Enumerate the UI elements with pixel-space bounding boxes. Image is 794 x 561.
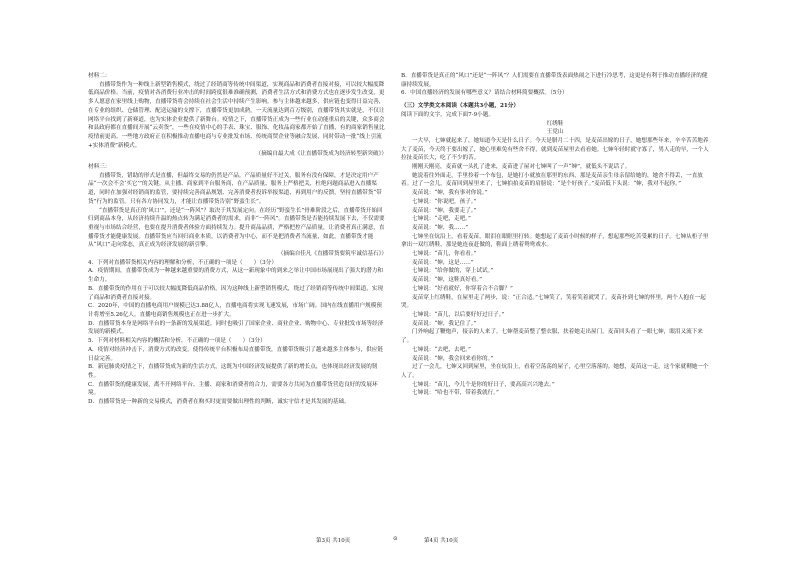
material-2-heading: 材料二： xyxy=(88,73,111,79)
story-dialogue: 七婶说：“好看就好，你穿着合不合脚？” xyxy=(412,285,513,292)
story-dialogue: 麦苗说：“婶，我记住了。” xyxy=(412,320,477,327)
story-paragraph: 她说着往外面走，手里拎着一个布包，是她打小就放在那里的东西，那是麦苗亲生母亲留给她的，她舍不得丢，一直放着。过了一会儿，麦苗回到屋里来了，七婶拍拍麦苗的肩膀说：“是个好孩子。”麦苗低下头说：“婶，我对不起你。” xyxy=(401,172,703,188)
section-heading: （三）文学类文本阅读（本题共3小题，21分） xyxy=(401,103,519,110)
story-dialogue: 麦苗说：“婶，我要走了。” xyxy=(412,207,477,214)
question-4-option-a: A．疫情期间，直播带货成为一种越来越重要的消费方式，从这一新现象中的到来之举让中国市场展现出了强大的潜力和生命力。 xyxy=(88,268,383,284)
material-2-paragraph: 直播带货作为一种线上新型销售模式，绕过了经销商等传统中间渠道，实现商品和消费者直接对接，可以较大幅度降低商品价格。当前，疫情对各消费行业冲击的时间跨度很难准确预测，消费者生活方式和消费方式也在逐步发生改变，更多人愿意在家里线上购物，直播带货将会持续在社会生活中持续产生影响。参与主体越来越多，供应链也变得日益完善，在专业的组织、仓储管理、配送运输的支撑下，直播带货更加成熟。一天流量达到百万级别，直播带货其实就是，不仅让网络平台找到了新赛道，也为实体企业提供了新舞台。疫情之下，直播带货正成为一些行业在动能重启的关键，众多商会和县政府都在直播间开展“云卖货”，一些在疫情中心的手表、珠宝、服饰、化妆品商家都开始了直播，有的商家销售量比疫情前更高。一些地方政府正在积极推动直播电商与专业批发市场、传统商贸企业等融合发展，同时带动一批“线上引流+实体消费”新模式。 xyxy=(88,81,385,149)
story-paragraph: 刚刚天刚亮，麦苗就一头扎了进来，麦苗进了屋对七婶叫了一声“婶”，就低头不说话了。 xyxy=(412,164,631,171)
story-paragraph: 过了一会儿，七婶又回到屋里，坐在炕沿上，看着空荡荡的屋子，心里空落落的。她想，麦苗这一走，这个家就剩她一个人了。 xyxy=(401,364,709,379)
question-option-continued: B．直播带货是真正的“风口”还是“一阵风”？人们需要在直播带货表面热闹之下进行冷思考，这更是有利于推动直播经济的健康持续发展。 xyxy=(401,73,708,88)
material-3-heading: 材料三： xyxy=(88,164,111,171)
story-dialogue: 七婶说：“哈也不带，带着我就行。” xyxy=(412,390,499,397)
story-paragraph: 门外响起了鞭炮声，接亲的人来了。七婶帮麦苗整了整衣服，扶着她走出屋门。麦苗回头看了一眼七婶，眼泪又流下来了。 xyxy=(401,329,703,345)
question-4: 4．下列对直播带货相关内容的理解和分析，不正确的一项是（ ）（3分） xyxy=(88,259,277,266)
story-author: 王党山 xyxy=(546,129,564,136)
material-3-paragraph-2: “直播带货是真正的‘风口’”，还是“一阵风”？取决于其发展定向。在经历“野蛮生长”骨难阶段之后，直播带货开始回归到商品本身，从经济持续升温的热点转为满足消费者的需求，而非“一阵风”。直播带货是否能持续发展下去，不仅需要重视与市场结合经营，也要在提升消费者体验方面持续发力。提升商品品质，严格把控产品质量，让消费者真正满意，直播带货才能健康发展。直播带货应当回归商业本质，以消费者为中心，而不是把消费者当流量，如此，直播带货才能从“风口”走向常态，真正成为经济发展的新引擎。 xyxy=(88,207,385,249)
material-2-source: （摘编自最大成《让直播带货成为经济转型新突破》） xyxy=(255,151,387,158)
question-5-option-b: B．新冠肺炎疫情之下，直播带货成为新的生活方式，这既为中国经济发展提供了新的增长点，也体现出经济发展的韧性。 xyxy=(88,364,378,379)
story-paragraph: 麦苗穿上红绣鞋，在屋里走了两步，说：“正合适。”七婶笑了，笑着笑着就哭了。麦苗扑到七婶的怀里，两个人抱在一起哭。 xyxy=(401,294,706,310)
story-dialogue: 七婶说：“给你做的，穿上试试。” xyxy=(412,268,494,275)
story-dialogue: 麦苗说：“婶，这是……” xyxy=(412,259,474,266)
story-paragraph: 七婶坐在炕沿上，看着麦苗，眼泪在眼眶里打转。她想起了麦苗小时候的样子，想起那些吃苦受累的日子。七婶从柜子里拿出一双红绣鞋，那是她连夜赶做的，鞋面上绣着鸳鸯戏水。 xyxy=(401,233,709,249)
story-dialogue: 麦苗说：“婶，我有事对你说。” xyxy=(412,190,488,197)
question-4-option-b: B．直播带货的作用在于可以较大幅度降低商品价格，因为这种线上新型销售模式，绕过了经销商等传统中间渠道，实现了商品和消费者直接对接。 xyxy=(88,285,383,301)
question-5: 5．下列对材料相关内容的概括和分析，不正确的一项是（ ）（3分） xyxy=(88,338,266,345)
question-5-option-a: A．疫情对经济冲击下，消费方式的改变，使得传统平台积极布局直播带货，直播带货吸引了越来越多主体参与，供应链日益完善。 xyxy=(88,346,383,362)
right-column xyxy=(401,72,709,398)
material-3-paragraph-1: 直播带货，错助的形式是直播，但最终交易的仍然是产品。产品质量好不过关，服务有没有保障，才是决定用户产品“一次会不会‘买它’”的关键。从主播、商家到平台服务商，在产品质量、服务上严格把关，杜绝问题商品进入直播渠道，同时在加强对经销商的监管，要持续完善商品规划、完善消费者投诉举报渠道，再到用户的反馈，坚持直播带货“带货”行为的监管。只有各方协同发力，才能让直播带货告别“野蛮生长”。 xyxy=(88,172,382,205)
story-dialogue: 七婶说：“走吧，走吧。” xyxy=(412,216,471,223)
center-circle-icon: ⊙ xyxy=(393,536,398,542)
question-5-option-c: C．直播带货的健康发展，离不开网络平台、主播、商家和消费者的合力，需要各方共同为直播带货营造良好的发展环境。 xyxy=(88,381,378,397)
left-page-number: 第3页 共10页 xyxy=(316,538,351,544)
question-4-option-c: C．2020年，中国的直播电商用户规模已达3.88亿人，直播电商将实现飞速发展，市场广阔。国内在线直播用户规模预计将增至5.26亿人。直播电商销售规模也正在进一步扩大。 xyxy=(88,303,382,318)
story-dialogue: 麦苗说：“婶，我会回来看你的。” xyxy=(412,355,494,362)
question-4-option-d: D．直播带货本身是网络平台的一条新的发展渠道，同时也吸引了国家企业、商业企业、购物中心、专业批发市场等经济发展的新模式。 xyxy=(88,320,384,336)
story-dialogue: 七婶说：“去吧，去吧。” xyxy=(412,346,471,353)
story-dialogue: 麦苗说：“婶，这鞋真好看。” xyxy=(412,277,483,284)
question-6: 6．中国直播经济的发展有哪些意义？请结合材料简要概括。（5分） xyxy=(401,90,568,97)
reading-instruction: 阅读下面的文字，完成下面7-9小题。 xyxy=(401,111,494,118)
story-dialogue: 七婶说：“你说吧，孩子。” xyxy=(412,198,477,205)
right-page-number: 第4页 共10页 xyxy=(424,538,459,544)
story-dialogue: 七婶说：“苗儿，今儿个是你的好日子，要高高兴兴地去。” xyxy=(412,381,555,388)
story-paragraph: 一大早，七婶就起来了，她知道今天是什么日子。今天是腊月二十四，是麦苗出嫁的日子，她想那些年来，辛辛苦苦地养大了麦苗，今天终于要出嫁了，她心里难免有些舍不得，就到麦苗屋里去看看她。七婶年轻时就守寡了，男人走的早，一个人拉扯麦苗长大，吃了不少的苦。 xyxy=(401,137,709,162)
story-dialogue: 麦苗说：“婶，我……” xyxy=(412,224,469,231)
story-dialogue: 七婶说：“苗儿，你看看。” xyxy=(412,251,477,258)
question-5-option-d: D．直播带货是一种新的交易模式，消费者在购买时更需要做出理性的判断，诚实守信才是其发展的基础。 xyxy=(88,399,350,406)
material-3-source: （摘编自佳凡《直播带货要筑牢诚信基石》） xyxy=(277,251,387,258)
story-dialogue: 七婶说：“苗儿，以后要好好过日子。” xyxy=(412,311,505,318)
story-title: 红绣鞋 xyxy=(546,120,564,127)
left-column xyxy=(88,72,387,407)
